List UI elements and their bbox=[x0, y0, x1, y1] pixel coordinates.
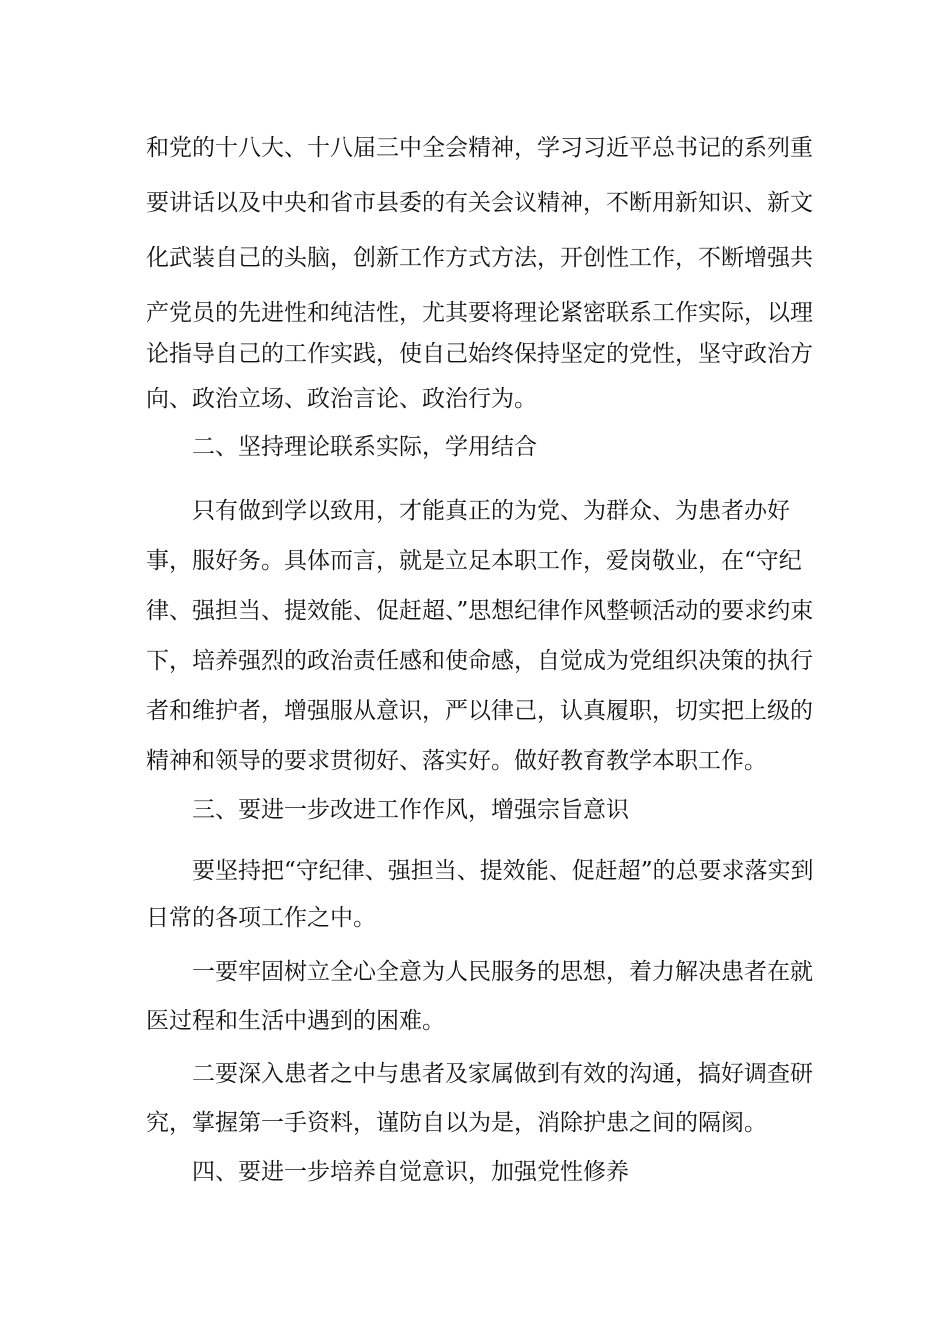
text-line: 只有做到学以致用，才能真正的为党、为群众、为患者办好 bbox=[192, 498, 790, 524]
text-line: 日常的各项工作之中。 bbox=[146, 905, 376, 931]
text-line: 精神和领导的要求贯彻好、落实好。做好教育教学本职工作。 bbox=[146, 748, 767, 774]
text-line: 律、强担当、提效能、促赶超、”思想纪律作风整顿活动的要求约束 bbox=[146, 598, 814, 624]
text-line: 究，掌握第一手资料，谨防自以为是，消除护患之间的隔阂。 bbox=[146, 1110, 767, 1136]
text-line: 和党的十八大、十八届三中全会精神，学习习近平总书记的系列重 bbox=[146, 135, 813, 161]
text-line: 事，服好务。具体而言，就是立足本职工作，爱岗敬业，在“守纪 bbox=[146, 548, 802, 574]
section-heading: 四、要进一步培养自觉意识，加强党性修养 bbox=[192, 1159, 629, 1185]
text-line: 二要深入患者之中与患者及家属做到有效的沟通，搞好调查研 bbox=[192, 1061, 813, 1087]
text-line: 要坚持把“守纪律、强担当、提效能、促赶超”的总要求落实到 bbox=[192, 858, 814, 884]
text-line: 向、政治立场、政治言论、政治行为。 bbox=[146, 386, 537, 412]
text-line: 医过程和生活中遇到的困难。 bbox=[146, 1008, 445, 1034]
section-heading: 三、要进一步改进工作作风，增强宗旨意识 bbox=[192, 797, 629, 823]
text-line: 一要牢固树立全心全意为人民服务的思想，着力解决患者在就 bbox=[192, 959, 813, 985]
text-line: 论指导自己的工作实践，使自己始终保持坚定的党性，坚守政治方 bbox=[146, 341, 813, 367]
text-line: 下，培养强烈的政治责任感和使命感，自觉成为党组织决策的执行 bbox=[146, 648, 813, 674]
text-line: 者和维护者，增强服从意识，严以律己，认真履职，切实把上级的 bbox=[146, 698, 813, 724]
text-line: 要讲话以及中央和省市县委的有关会议精神，不断用新知识、新文 bbox=[146, 190, 813, 216]
text-line: 产党员的先进性和纯洁性，尤其要将理论紧密联系工作实际，以理 bbox=[146, 300, 813, 326]
section-heading: 二、坚持理论联系实际，学用结合 bbox=[192, 434, 537, 460]
text-line: 化武装自己的头脑，创新工作方式方法，开创性工作，不断增强共 bbox=[146, 245, 813, 271]
